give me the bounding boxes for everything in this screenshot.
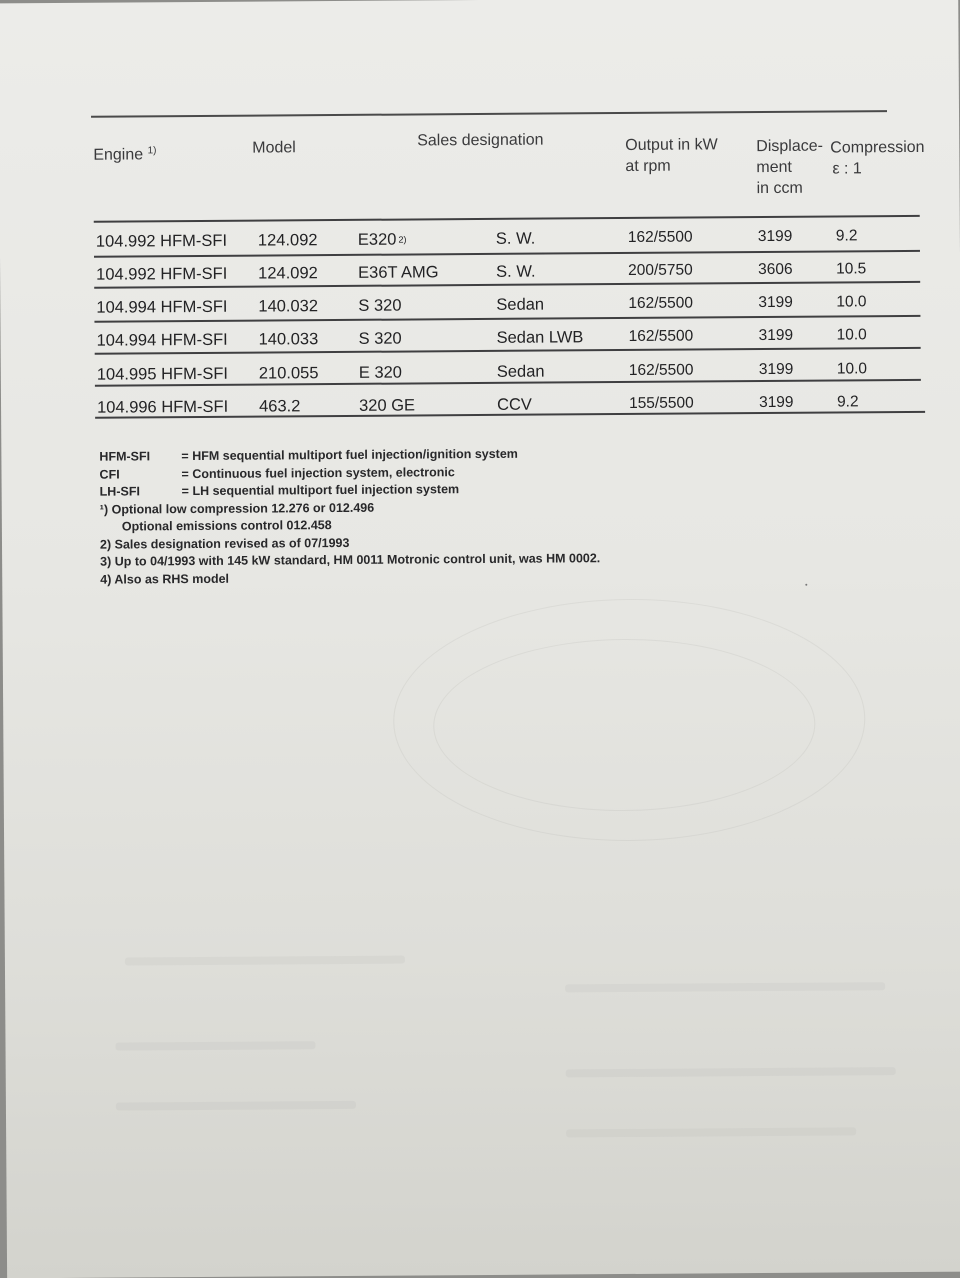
- cell-model: 124.092: [258, 264, 318, 283]
- cell-displacement: 3199: [758, 293, 793, 312]
- footnote-1: ¹) Optional low compression 12.276 or 012.496: [99, 500, 375, 517]
- cell-output: 155/5500: [628, 394, 694, 412]
- show-through-text: [116, 1101, 356, 1111]
- cell-model: 463.2: [258, 397, 301, 416]
- cell-displacement: 3199: [758, 326, 794, 345]
- show-through-text: [115, 1041, 315, 1050]
- header-output-line2: at rpm: [625, 157, 671, 175]
- cell-sales: 320 GE: [358, 396, 416, 415]
- cell-sales: S 320: [358, 296, 402, 315]
- cell-compression: 9.2: [836, 393, 859, 411]
- cell-sales: E36T AMG: [358, 263, 439, 282]
- table-rule-header: [94, 215, 920, 223]
- cell-sales-footnote: 2): [398, 234, 407, 245]
- cell-output: 162/5500: [627, 228, 693, 246]
- footnotes: [99, 445, 600, 588]
- footnote-2: 2) Sales designation revised as of 07/1993: [99, 535, 350, 552]
- cell-displacement: 3606: [758, 260, 793, 279]
- cell-output: 162/5500: [628, 327, 694, 345]
- cell-engine: 104.994 HFM-SFI: [96, 330, 228, 350]
- cell-compression: 10.0: [836, 326, 867, 344]
- cell-engine: 104.996 HFM-SFI: [96, 397, 229, 417]
- cell-engine: 104.994 HFM-SFI: [96, 297, 228, 317]
- show-through-text: [565, 982, 885, 992]
- table-row: [97, 393, 927, 423]
- footnote-4: 4) Also as RHS model: [100, 571, 230, 587]
- header-compression: [830, 137, 940, 180]
- header-engine-footnote: 1): [147, 145, 157, 157]
- note-abbr: LH-SFI: [99, 484, 140, 499]
- header-model: Model: [252, 139, 296, 157]
- cell-body-type: Sedan: [496, 362, 545, 381]
- cell-displacement: 3199: [757, 227, 793, 246]
- cell-compression: 10.0: [836, 360, 868, 378]
- note-definition: = HFM sequential multiport fuel injection/ignition system: [181, 446, 518, 464]
- note-definition: = Continuous fuel injection system, electronic: [181, 464, 455, 481]
- cell-model: 210.055: [258, 364, 319, 383]
- cell-body-type: Sedan LWB: [496, 328, 584, 347]
- header-comp-line2: ε : 1: [832, 160, 862, 178]
- cell-body-type: CCV: [496, 395, 532, 414]
- header-engine-label: Engine: [93, 146, 144, 164]
- header-sales-designation: Sales designation: [417, 131, 544, 150]
- cell-output: 200/5750: [628, 261, 693, 279]
- cell-compression: 10.0: [836, 293, 867, 311]
- footnote-3: 3) Up to 04/1993 with 145 kW standard, HM 0011 Motronic control unit, was HM 0002.: [100, 551, 601, 569]
- header-output-line1: Output in kW: [625, 136, 718, 154]
- header-disp-line3: in ccm: [756, 179, 803, 198]
- cell-engine: 104.992 HFM-SFI: [96, 264, 228, 284]
- header-comp-line1: Compression: [830, 138, 925, 157]
- top-rule: [91, 110, 887, 118]
- cell-body-type: Sedan: [496, 295, 545, 314]
- cell-displacement: 3199: [758, 360, 794, 379]
- cell-output: 162/5500: [628, 361, 694, 379]
- header-disp-line2: ment: [756, 158, 793, 177]
- cell-body-type: S. W.: [496, 262, 536, 281]
- cell-sales: S 320: [358, 329, 402, 348]
- header-disp-line1: Displace-: [756, 137, 823, 156]
- cell-model: 124.092: [257, 231, 318, 250]
- show-through-text: [566, 1127, 856, 1137]
- cell-sales: E 320: [358, 363, 403, 382]
- cell-compression: 10.5: [836, 260, 867, 278]
- show-through-text: [125, 956, 405, 966]
- cell-sales-text: E320: [357, 230, 397, 249]
- cell-body-type: S. W.: [495, 229, 536, 248]
- speck: [805, 584, 807, 586]
- cell-engine: 104.992 HFM-SFI: [95, 231, 228, 251]
- note-abbr: HFM-SFI: [99, 449, 151, 464]
- footnote-1-continued: Optional emissions control 012.458: [121, 518, 332, 534]
- header-engine: [93, 140, 156, 165]
- note-definition: = LH sequential multiport fuel injection system: [181, 482, 460, 499]
- cell-compression: 9.2: [835, 227, 858, 245]
- show-through-text: [566, 1067, 896, 1077]
- cell-output: 162/5500: [628, 294, 694, 312]
- cell-model: 140.032: [258, 297, 319, 316]
- note-abbr: CFI: [99, 467, 120, 482]
- cell-engine: 104.995 HFM-SFI: [96, 364, 229, 384]
- header-output: [625, 134, 745, 177]
- cell-model: 140.033: [258, 330, 319, 349]
- cell-displacement: 3199: [758, 393, 794, 412]
- cell-sales: [358, 231, 407, 250]
